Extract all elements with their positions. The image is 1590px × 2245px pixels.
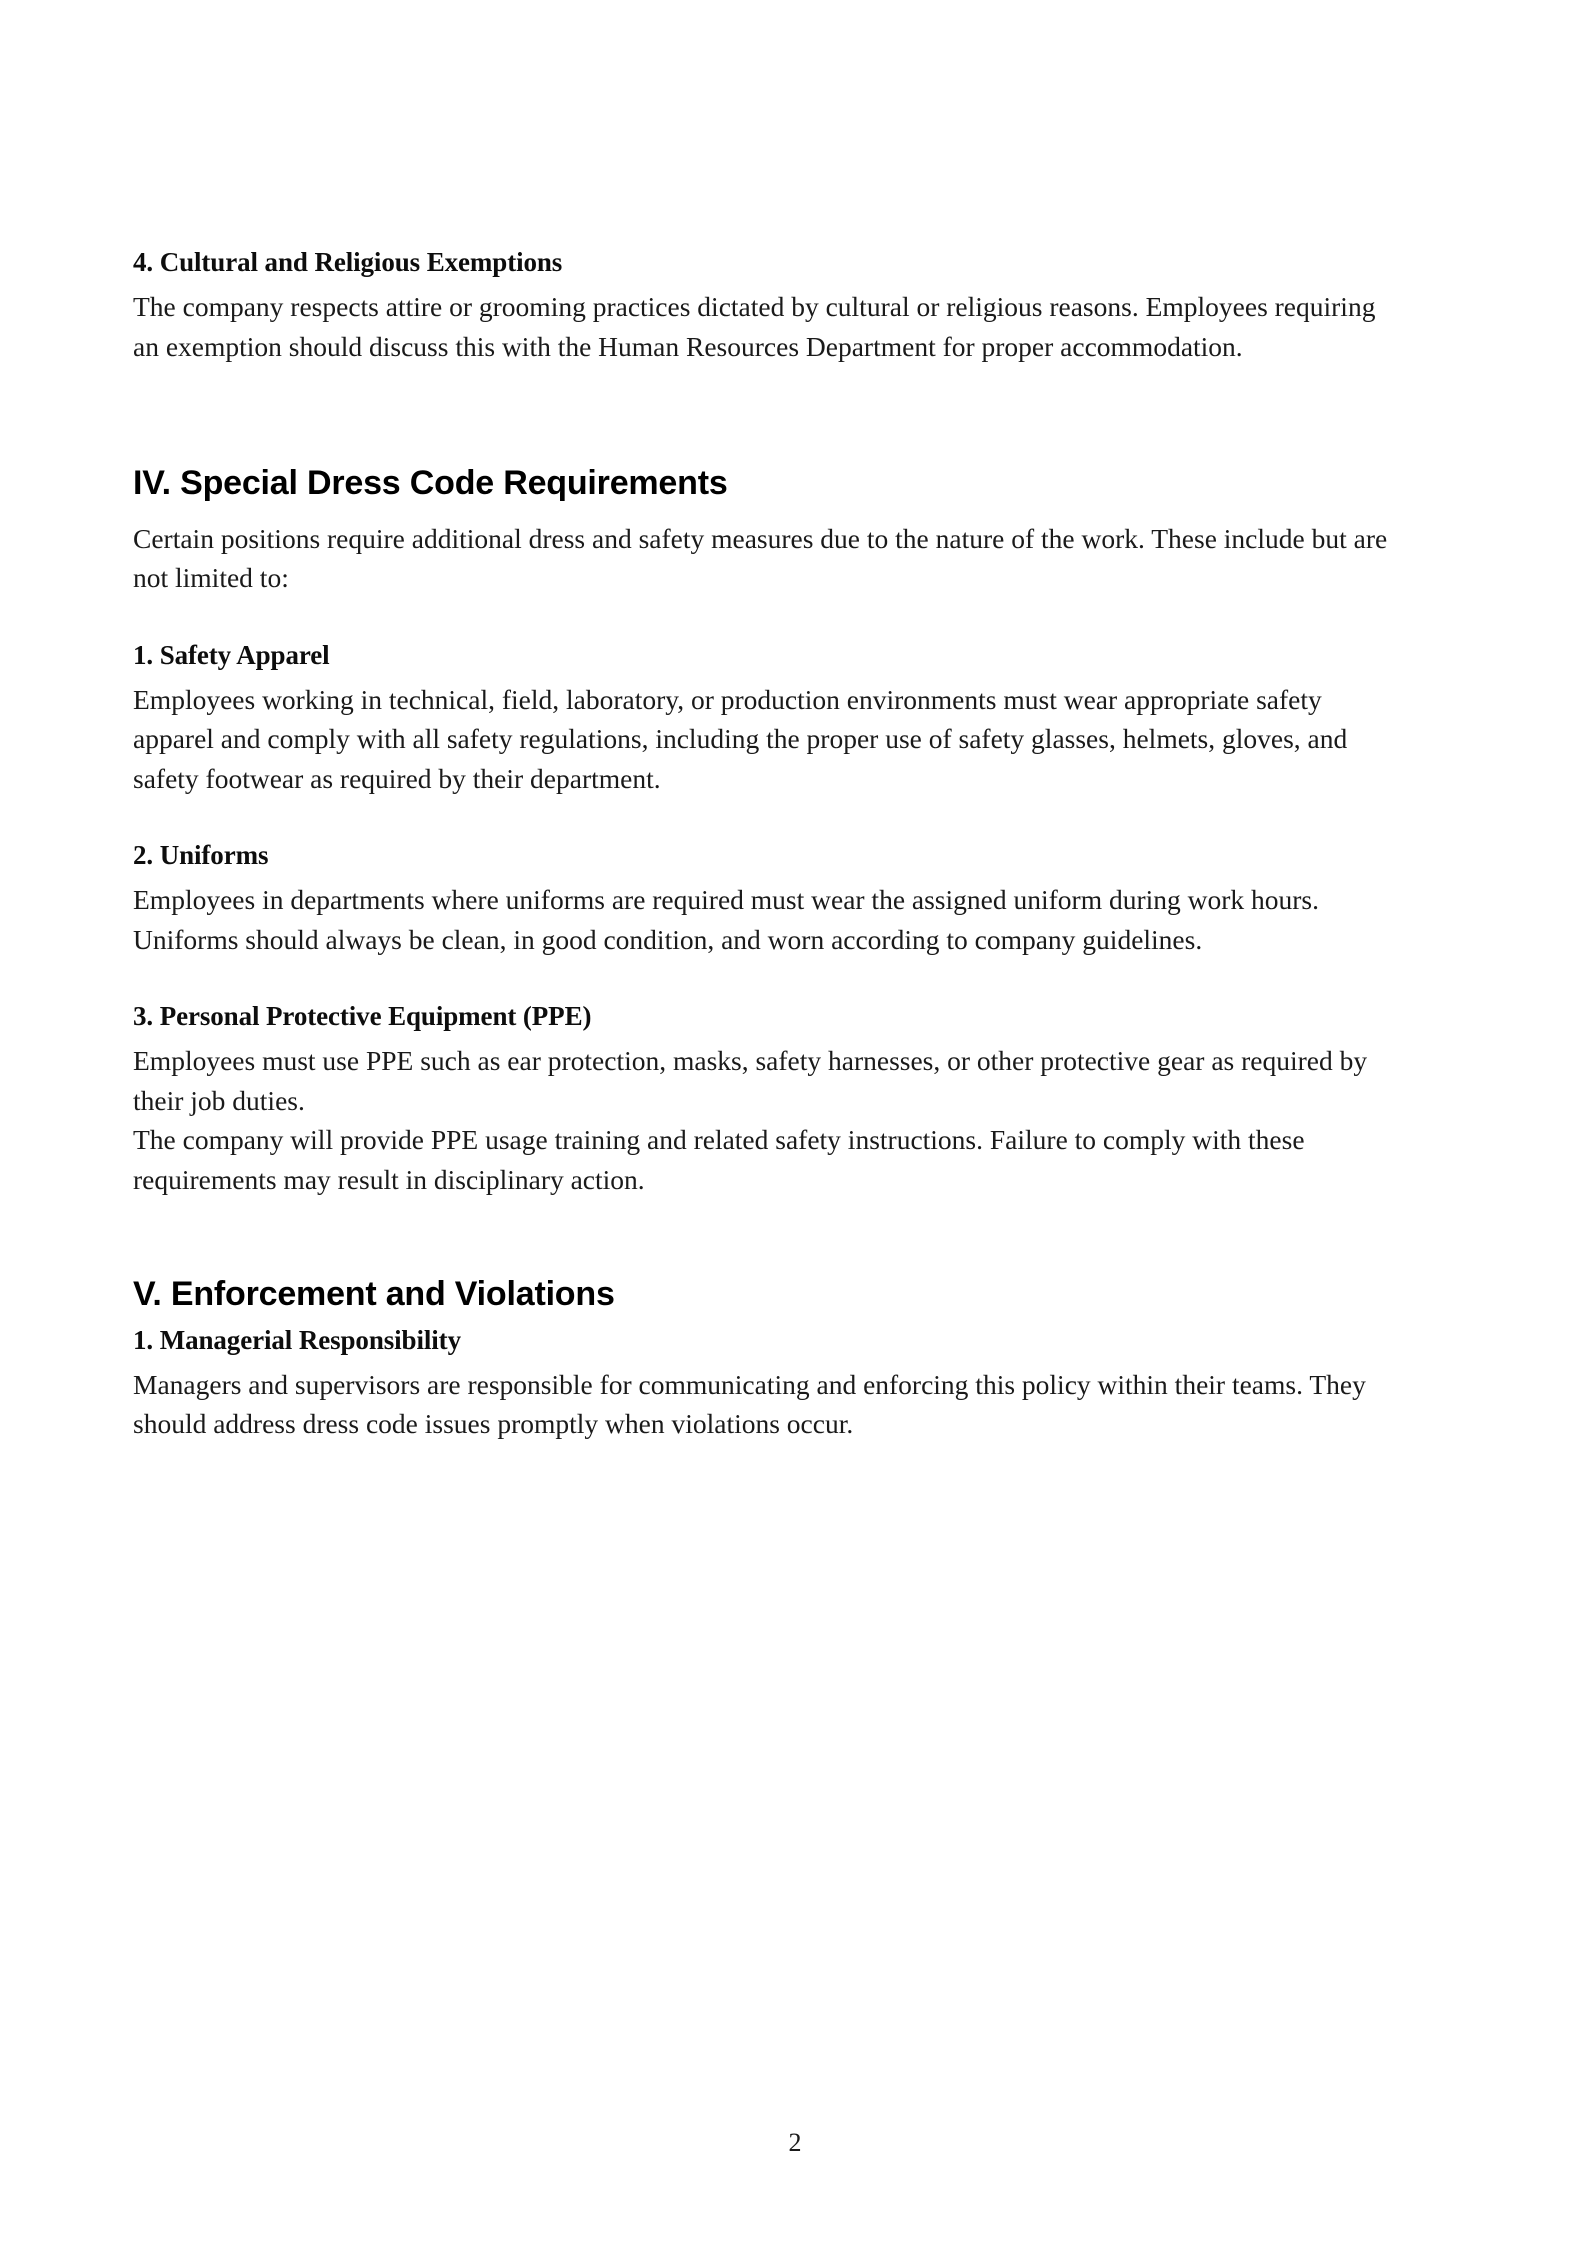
spacer	[133, 959, 1395, 999]
section-heading-enforcement: V. Enforcement and Violations	[133, 1275, 615, 1314]
section-heading-ppe: 3. Personal Protective Equipment (PPE)	[133, 1001, 592, 1032]
spacer	[133, 505, 1395, 519]
section-heading-managerial-responsibility: 1. Managerial Responsibility	[133, 1324, 461, 1355]
paragraph-ppe-secondary: The company will provide PPE usage training and related safety instructions. Failure to comply with these requirements may result in disciplinary action.	[133, 1124, 1305, 1195]
section-heading-uniforms: 2. Uniforms	[133, 840, 269, 871]
spacer	[133, 673, 1395, 680]
paragraph-managerial-responsibility: Managers and supervisors are responsible for communicating and enforcing this policy within their teams. They should address dress code issues promptly when violations occur.	[133, 1368, 1366, 1440]
paragraph-safety-apparel: Employees working in technical, field, laboratory, or production environments must wear appropriate safety apparel and comply with all safety regulations, including the proper use of safety glasses, helmets, gloves, and safety footwear as required by their department.	[133, 683, 1348, 794]
page-content	[133, 245, 1395, 1444]
spacer	[133, 1199, 1395, 1273]
paragraph-cultural-exemptions: The company respects attire or grooming practices dictated by cultural or religious reasons. Employees requiring an exemption should discuss this with the Human Resources Department for proper accommodation.	[133, 291, 1376, 362]
paragraph-special-requirements-intro: Certain positions require additional dress and safety measures due to the nature of the work. These include but are not limited to:	[133, 522, 1388, 594]
section-heading-safety-apparel: 1. Safety Apparel	[133, 639, 330, 670]
spacer	[133, 280, 1395, 287]
paragraph-uniforms: Employees in departments where uniforms are required must wear the assigned uniform during work hours. Uniforms should always be clean, in good condition, and worn according to company guidelines.	[133, 884, 1320, 955]
spacer	[133, 1316, 1395, 1323]
section-heading-special-requirements: IV. Special Dress Code Requirements	[133, 464, 728, 503]
paragraph-ppe-primary: Employees must use PPE such as ear protection, masks, safety harnesses, or other protective gear as required by their job duties.	[133, 1045, 1368, 1116]
spacer	[133, 873, 1395, 880]
spacer	[133, 798, 1395, 838]
page-number: 2	[788, 2128, 802, 2157]
spacer	[133, 366, 1395, 462]
spacer	[133, 1034, 1395, 1041]
spacer	[133, 1358, 1395, 1365]
section-heading-cultural-exemptions: 4. Cultural and Religious Exemptions	[133, 247, 563, 277]
spacer	[133, 598, 1395, 638]
